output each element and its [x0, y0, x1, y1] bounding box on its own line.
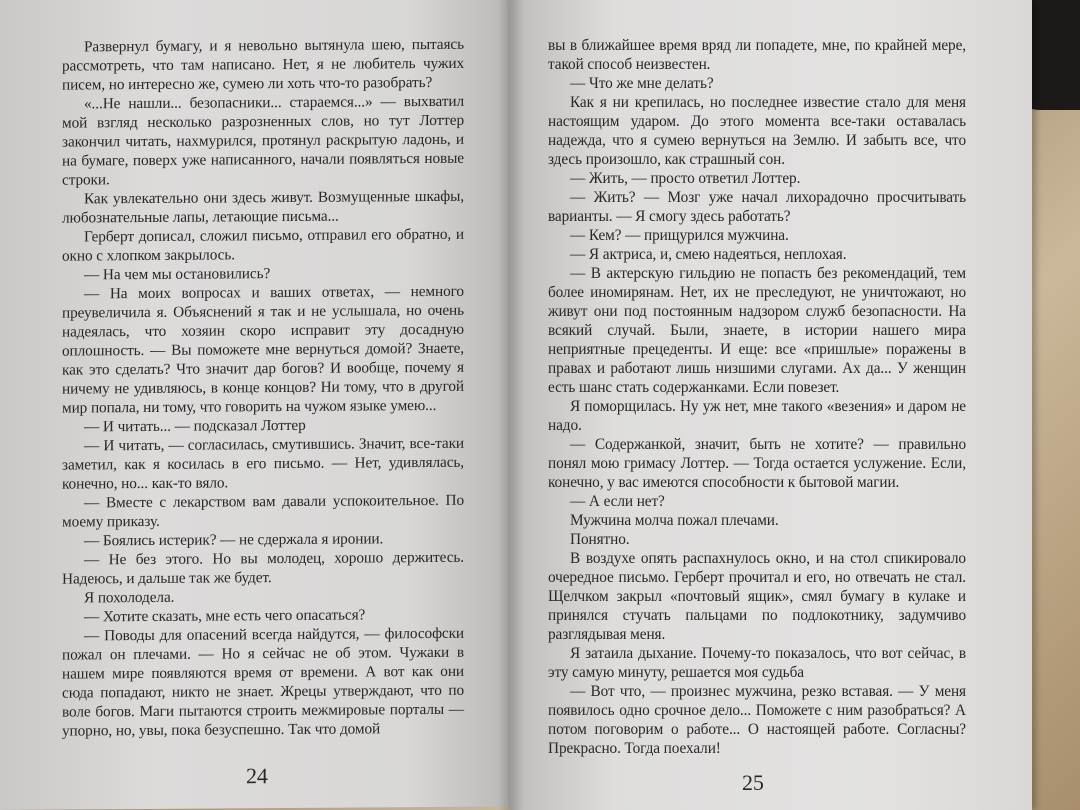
- paragraph: — Что же мне делать?: [570, 75, 714, 92]
- paragraph: — На чем мы остановились?: [84, 265, 271, 284]
- paragraph: — Я актриса, и, смею надеяться, неплохая.: [570, 246, 847, 263]
- paragraph: Понятно.: [570, 531, 630, 548]
- paragraph: — Жить? — Мозг уже начал лихорадочно просчитывать варианты. — Я смогу здесь работать?: [548, 189, 966, 225]
- paragraph: — Не без этого. Но вы молодец, хорошо держитесь. Надеюсь, и дальше так же будет.: [62, 548, 464, 588]
- paragraph: — Вот что, — произнес мужчина, резко вставая. — У меня появилось одно срочное дело... Поможете с ним разобраться? А потом поговорим о работе... О настоящей работе. Согласны? Прекрасно. Тогда поехали!: [548, 683, 966, 757]
- paragraph: — Кем? — прищурился мужчина.: [570, 227, 789, 244]
- paragraph: Как увлекательно они здесь живут. Возмущенные шкафы, любознательные лапы, летающие письма...: [62, 187, 464, 227]
- paragraph: — Содержанкой, значит, быть не хотите? — правильно понял мою гримасу Лоттер. — Тогда остается услужение. Если, конечно, у вас имеются способности к бытовой магии.: [548, 436, 966, 491]
- right-page-text: [548, 36, 966, 758]
- page-number-left: 24: [246, 763, 268, 789]
- right-page: [510, 0, 1032, 810]
- paragraph: — Поводы для опасений всегда найдутся, — философски пожал он плечами. — Но я сейчас не об этом. Чужаки в нашем мире появляются время от времени. А вот как они сюда попадают, никто не знает. Жрецы утверждают, что по воле богов. Маги пытаются строить межмировые порталы — упорно, но, увы, пока безуспешно. Так что домой: [62, 624, 464, 740]
- paragraph: В воздухе опять распахнулось окно, и на стол спикировало очередное письмо. Герберт прочитал и его, но отвечать не стал. Щелчком закрыл «почтовый ящик», смял бумагу в кулаке и принялся стучать пальцами по подлокотнику, задумчиво разглядывая меня.: [548, 550, 966, 643]
- paragraph: Мужчина молча пожал плечами.: [570, 512, 779, 529]
- paragraph: Я поморщилась. Ну уж нет, мне такого «везения» и даром не надо.: [548, 398, 966, 434]
- paragraph: — В актерскую гильдию не попасть без рекомендаций, тем более иномирянам. Нет, их не преследуют, не уничтожают, но живут они под постоянным надзором служб безопасности. На всякий случай. Были, знаете, в истории нашего мира неприятные прецеденты. И еще: все «пришлые» поражены в правах и работают лишь низшими слугами. Ах да... У женщин есть шанс стать содержанками. Если повезет.: [548, 265, 966, 396]
- paragraph: — Жить, — просто ответил Лоттер.: [570, 170, 801, 187]
- paragraph: Я затаила дыхание. Почему-то показалось, что вот сейчас, в эту самую минуту, решается моя судьба: [548, 645, 966, 681]
- paragraph: Я похолодела.: [84, 588, 175, 607]
- book-gutter: [498, 0, 524, 810]
- paragraph: — Вместе с лекарством вам давали успокоительное. По моему приказу.: [62, 491, 464, 531]
- paragraph: Как я ни крепилась, но последнее известие стало для меня настоящим ударом. До этого момента все-таки оставалась надежда, что я сумею вернуться на Землю. И забыть все, что здесь произошло, как страшный сон.: [548, 94, 966, 168]
- page-number-right: 25: [742, 770, 764, 795]
- paragraph: — И читать, — согласилась, смутившись. Значит, все-таки заметил, как я косилась в его письмо. — Нет, удивлялась, конечно, но... как-то вяло.: [62, 434, 464, 493]
- paragraph: вы в ближайшее время вряд ли попадете, мне, по крайней мере, такой способ неизвестен.: [548, 37, 966, 73]
- paragraph: «...Не нашли... безопасники... стараемся...» — выхватил мой взгляд несколько разрозненных слов, но тут Лоттер закончил читать, нахмурился, протянул раскрытую ладонь, и на бумаге, поверх уже написанного, начали появляться новые строки.: [62, 92, 464, 189]
- left-page: [0, 0, 512, 810]
- paragraph: Развернул бумагу, и я невольно вытянула шею, пытаясь рассмотреть, что там написано. Нет, я не любитель чужих писем, но интересно же, сумею ли хоть что-то разобрать?: [62, 35, 464, 94]
- paragraph: Герберт дописал, сложил письмо, отправил его обратно, и окно с хлопком закрылось.: [62, 225, 464, 265]
- paragraph: — А если нет?: [570, 493, 665, 510]
- paragraph: — Хотите сказать, мне есть чего опасаться?: [84, 606, 366, 626]
- paragraph: — Боялись истерик? — не сдержала я иронии.: [84, 530, 384, 550]
- left-page-text: [62, 35, 464, 741]
- paragraph: — И читать... — подсказал Лоттер: [84, 416, 306, 436]
- paragraph: — На моих вопросах и ваших ответах, — немного преувеличила я. Объяснений я так и не услышала, но очень надеялась, что хозяин скоро исправит эту досадную оплошность. — Вы поможете мне вернуться домой? Знаете, как это сделать? Что значит дар богов? И вообще, почему я ничему не удивляюсь, в конце концов? Ни тому, что в другой мир попала, ни тому, что говорить на чужом языке умею...: [62, 282, 464, 417]
